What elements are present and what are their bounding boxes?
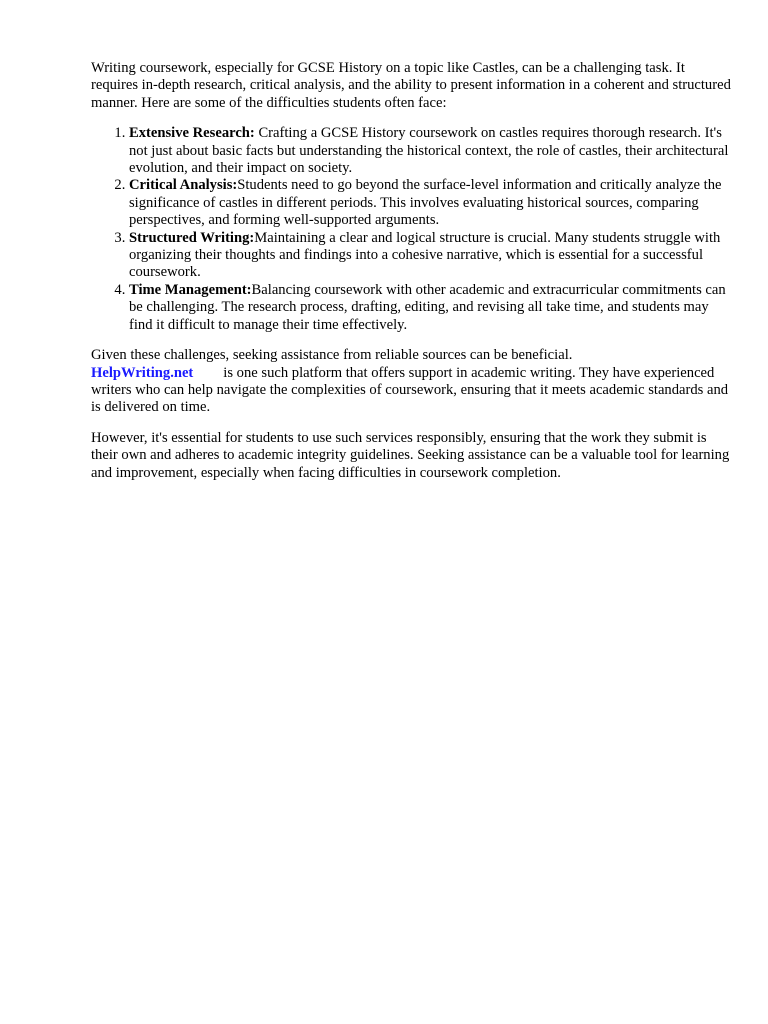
- list-item-term: Critical Analysis:: [129, 177, 238, 194]
- assistance-rest: is one such platform that offers support in academic writing. They have experienced writers who can help navigate the complexities of coursework, ensuring that it meets academic standards and is delivered on time.: [91, 364, 729, 416]
- list-item: [129, 177, 731, 229]
- list-item: [129, 230, 731, 282]
- list-item-term: Time Management:: [129, 281, 252, 298]
- list-item: [129, 282, 731, 334]
- list-item-term: Structured Writing:: [129, 229, 255, 246]
- intro-paragraph: Writing coursework, especially for GCSE History on a topic like Castles, can be a challenging task. It requires in-depth research, critical analysis, and the ability to present information in a coherent and structured manner. Here are some of the difficulties students often face:: [91, 60, 731, 111]
- list-item-text: Maintaining a clear and logical structure is crucial. Many students struggle with organizing their thoughts and findings into a cohesive narrative, which is essential for a successful coursework.: [129, 229, 721, 281]
- difficulties-list: [91, 125, 731, 334]
- list-item-text: Students need to go beyond the surface-level information and critically analyze the significance of castles in different periods. This involves evaluating historical sources, comparing perspectives, and forming well-supported arguments.: [129, 177, 722, 229]
- assistance-paragraph: [91, 347, 731, 417]
- list-item: [129, 125, 731, 177]
- assistance-lead: Given these challenges, seeking assistance from reliable sources can be beneficial.: [91, 347, 573, 364]
- list-item-text: Crafting a GCSE History coursework on castles requires thorough research. It's not just about basic facts but understanding the historical context, the role of castles, their architectural evolution, and their impact on society.: [129, 125, 729, 177]
- list-item-text: Balancing coursework with other academic and extracurricular commitments can be challenging. The research process, drafting, editing, and revising all take time, and students may find it difficult to manage their time effectively.: [129, 281, 726, 333]
- document-page: [91, 60, 731, 495]
- helpwriting-link[interactable]: HelpWriting.net: [91, 364, 194, 381]
- list-item-term: Extensive Research:: [129, 125, 255, 142]
- closing-paragraph: However, it's essential for students to use such services responsibly, ensuring that the work they submit is their own and adheres to academic integrity guidelines. Seeking assistance can be a valuable tool for learning and improvement, especially when facing difficulties in coursework completion.: [91, 429, 730, 481]
